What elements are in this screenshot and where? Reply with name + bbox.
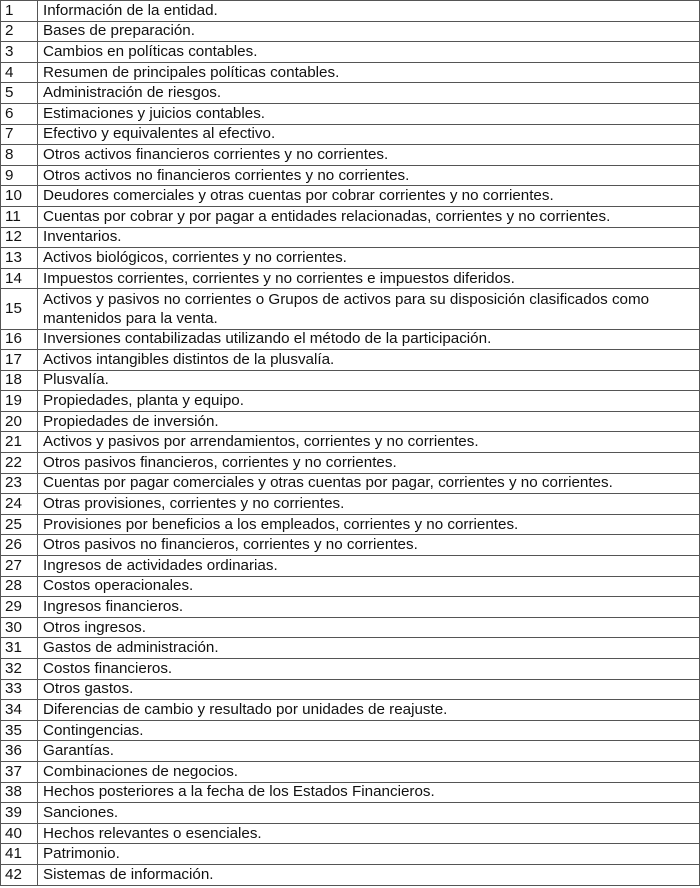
table-row [1,248,700,269]
note-description-cell: Cuentas por cobrar y por pagar a entidades relacionadas, corrientes y no corrientes. [38,206,700,227]
note-description-cell: Provisiones por beneficios a los empleados, corrientes y no corrientes. [38,514,700,535]
note-number-cell: 19 [1,391,38,412]
note-description-cell: Contingencias. [38,720,700,741]
note-number-cell: 13 [1,248,38,269]
note-description-cell: Cambios en políticas contables. [38,42,700,63]
table-row [1,473,700,494]
note-description-cell: Efectivo y equivalentes al efectivo. [38,124,700,145]
note-number-cell: 21 [1,432,38,453]
table-row [1,350,700,371]
note-number-cell: 38 [1,782,38,803]
table-row [1,700,700,721]
note-description-cell: Propiedades, planta y equipo. [38,391,700,412]
table-row [1,145,700,166]
note-description-cell: Otros pasivos no financieros, corrientes y no corrientes. [38,535,700,556]
note-description-cell: Garantías. [38,741,700,762]
table-row [1,823,700,844]
note-description-cell: Otras provisiones, corrientes y no corrientes. [38,494,700,515]
note-description-cell: Otros pasivos financieros, corrientes y no corrientes. [38,453,700,474]
table-row [1,844,700,865]
note-number-cell: 7 [1,124,38,145]
note-description-cell: Otros activos financieros corrientes y no corrientes. [38,145,700,166]
table-row [1,803,700,824]
note-description-cell: Sanciones. [38,803,700,824]
note-description-cell: Costos financieros. [38,659,700,680]
note-number-cell: 25 [1,514,38,535]
note-number-cell: 1 [1,1,38,22]
note-description-cell: Estimaciones y juicios contables. [38,103,700,124]
note-number-cell: 20 [1,411,38,432]
note-number-cell: 24 [1,494,38,515]
note-description-cell: Sistemas de información. [38,864,700,885]
table-row [1,535,700,556]
note-number-cell: 32 [1,659,38,680]
note-description-cell: Inventarios. [38,227,700,248]
note-number-cell: 42 [1,864,38,885]
table-row [1,21,700,42]
notes-table-body [1,1,700,886]
note-description-cell: Otros activos no financieros corrientes y no corrientes. [38,165,700,186]
table-row [1,679,700,700]
note-description-cell: Otros ingresos. [38,617,700,638]
table-row [1,782,700,803]
note-number-cell: 2 [1,21,38,42]
note-description-cell: Inversiones contabilizadas utilizando el método de la participación. [38,329,700,350]
note-number-cell: 37 [1,761,38,782]
table-row [1,638,700,659]
note-number-cell: 18 [1,370,38,391]
note-description-cell: Combinaciones de negocios. [38,761,700,782]
note-description-cell: Impuestos corrientes, corrientes y no corrientes e impuestos diferidos. [38,268,700,289]
note-description-cell: Bases de preparación. [38,21,700,42]
note-number-cell: 6 [1,103,38,124]
note-number-cell: 23 [1,473,38,494]
table-row [1,289,700,329]
note-description-cell: Gastos de administración. [38,638,700,659]
note-number-cell: 30 [1,617,38,638]
table-row [1,720,700,741]
note-number-cell: 14 [1,268,38,289]
table-row [1,124,700,145]
table-row [1,329,700,350]
table-row [1,370,700,391]
note-number-cell: 5 [1,83,38,104]
table-row [1,597,700,618]
note-number-cell: 16 [1,329,38,350]
table-row [1,227,700,248]
note-description-cell: Hechos relevantes o esenciales. [38,823,700,844]
table-row [1,514,700,535]
table-row [1,617,700,638]
table-row [1,659,700,680]
note-number-cell: 33 [1,679,38,700]
table-row [1,576,700,597]
note-description-cell: Ingresos financieros. [38,597,700,618]
note-number-cell: 15 [1,289,38,329]
note-number-cell: 3 [1,42,38,63]
note-description-cell: Ingresos de actividades ordinarias. [38,556,700,577]
note-description-cell: Activos intangibles distintos de la plusvalía. [38,350,700,371]
table-row [1,453,700,474]
note-number-cell: 39 [1,803,38,824]
table-row [1,864,700,885]
note-description-cell: Propiedades de inversión. [38,411,700,432]
note-number-cell: 41 [1,844,38,865]
table-row [1,165,700,186]
note-number-cell: 9 [1,165,38,186]
note-number-cell: 17 [1,350,38,371]
note-number-cell: 27 [1,556,38,577]
note-number-cell: 31 [1,638,38,659]
note-number-cell: 36 [1,741,38,762]
table-row [1,186,700,207]
note-description-cell: Cuentas por pagar comerciales y otras cuentas por pagar, corrientes y no corrientes. [38,473,700,494]
note-description-cell: Resumen de principales políticas contables. [38,62,700,83]
note-number-cell: 11 [1,206,38,227]
note-number-cell: 12 [1,227,38,248]
note-description-cell: Hechos posteriores a la fecha de los Estados Financieros. [38,782,700,803]
note-number-cell: 10 [1,186,38,207]
table-row [1,556,700,577]
table-row [1,62,700,83]
note-description-cell: Otros gastos. [38,679,700,700]
note-number-cell: 29 [1,597,38,618]
table-row [1,411,700,432]
note-number-cell: 26 [1,535,38,556]
note-description-cell: Costos operacionales. [38,576,700,597]
note-description-cell: Activos y pasivos no corrientes o Grupos de activos para su disposición clasificados como mantenidos para la venta. [38,289,700,329]
note-number-cell: 35 [1,720,38,741]
note-description-cell: Información de la entidad. [38,1,700,22]
table-row [1,761,700,782]
table-row [1,83,700,104]
note-description-cell: Diferencias de cambio y resultado por unidades de reajuste. [38,700,700,721]
note-description-cell: Plusvalía. [38,370,700,391]
note-number-cell: 8 [1,145,38,166]
note-number-cell: 22 [1,453,38,474]
note-description-cell: Activos biológicos, corrientes y no corrientes. [38,248,700,269]
note-number-cell: 34 [1,700,38,721]
table-row [1,42,700,63]
table-row [1,1,700,22]
table-row [1,391,700,412]
note-description-cell: Patrimonio. [38,844,700,865]
note-number-cell: 28 [1,576,38,597]
table-row [1,268,700,289]
note-number-cell: 40 [1,823,38,844]
note-description-cell: Activos y pasivos por arrendamientos, corrientes y no corrientes. [38,432,700,453]
table-row [1,494,700,515]
table-row [1,432,700,453]
note-description-cell: Administración de riesgos. [38,83,700,104]
table-row [1,103,700,124]
note-number-cell: 4 [1,62,38,83]
table-row [1,741,700,762]
table-row [1,206,700,227]
note-description-cell: Deudores comerciales y otras cuentas por cobrar corrientes y no corrientes. [38,186,700,207]
